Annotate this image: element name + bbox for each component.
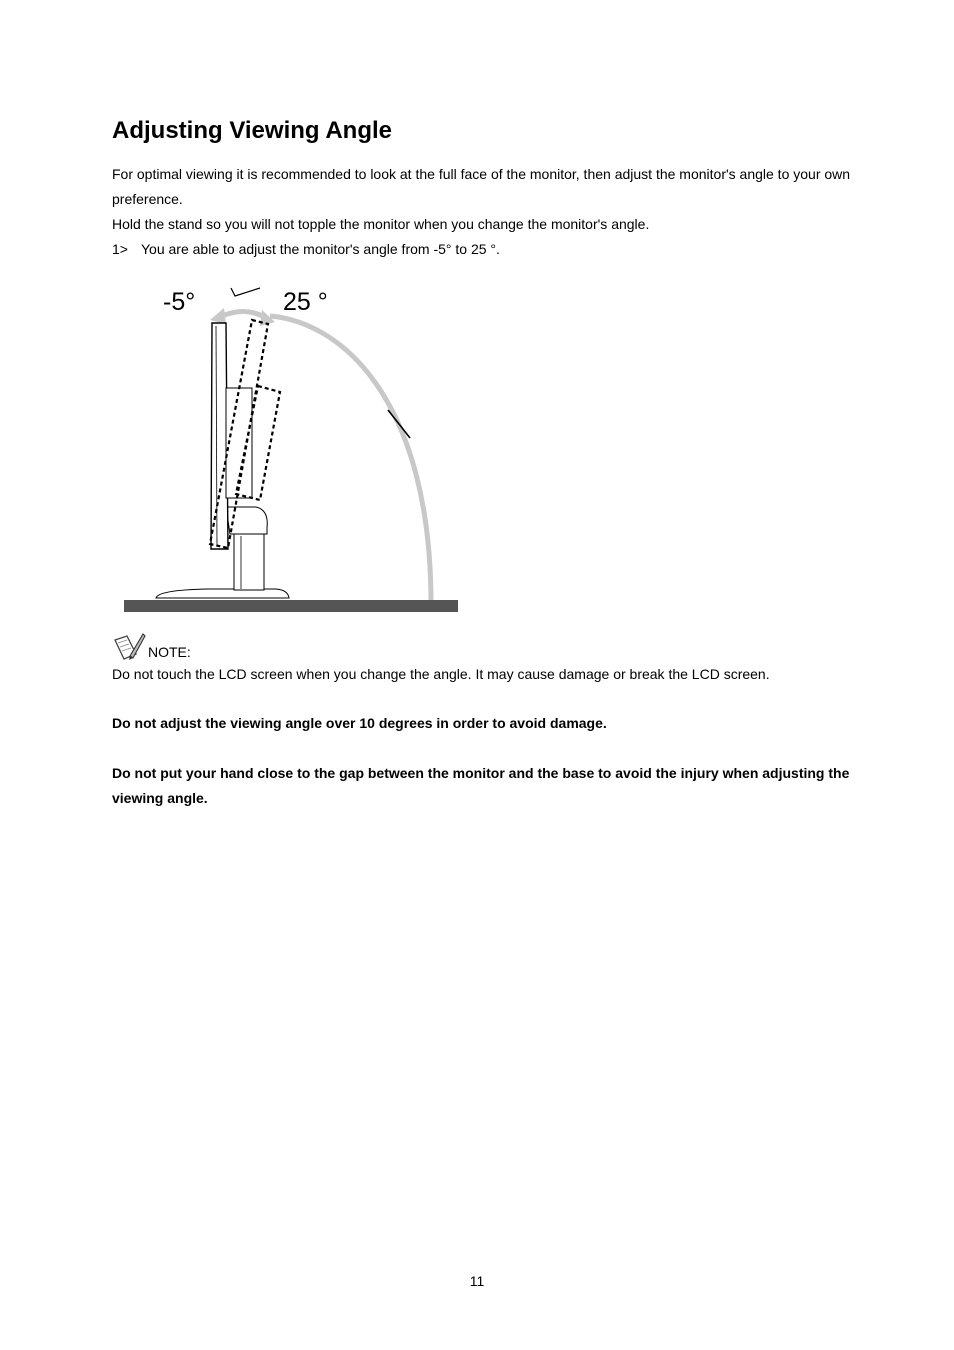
- page-title: Adjusting Viewing Angle: [112, 117, 393, 144]
- arrow-head-left: [210, 308, 226, 324]
- note-header: [112, 632, 852, 662]
- step-number: 1>: [112, 241, 128, 257]
- page-number: 11: [469, 1273, 485, 1289]
- label-min-angle: -5°: [163, 288, 196, 316]
- double-arrow: [222, 311, 266, 318]
- intro-section: [112, 162, 852, 262]
- note-section: [112, 632, 852, 811]
- note-text: Do not touch the LCD screen when you change the angle. It may cause damage or break the LCD screen.: [112, 666, 770, 682]
- stand-instruction: Hold the stand so you will not topple the monitor when you change the monitor's angle.: [112, 216, 650, 232]
- label-max-angle: 25 °: [283, 288, 328, 316]
- floor: [124, 600, 458, 612]
- step-item: [112, 237, 852, 262]
- arc-tick: [388, 410, 410, 438]
- step-text: You are able to adjust the monitor's angle from -5° to 25 °.: [141, 241, 500, 257]
- warning-hand: Do not put your hand close to the gap between the monitor and the base to avoid the injury when adjusting the viewing angle.: [112, 765, 850, 806]
- warning-angle: Do not adjust the viewing angle over 10 degrees in order to avoid damage.: [112, 715, 607, 731]
- note-label: NOTE:: [148, 644, 191, 660]
- stand-neck: [234, 534, 264, 590]
- stand-base: [156, 589, 289, 598]
- tilt-arc: [270, 316, 431, 600]
- note-pencil-icon: [112, 632, 146, 662]
- monitor-upright: [211, 323, 228, 549]
- intro-paragraph: For optimal viewing it is recommended to look at the full face of the monitor, then adjust the monitor's angle to your own preference.: [112, 166, 851, 207]
- angle-mark: [231, 288, 260, 296]
- tilt-diagram: [118, 278, 463, 618]
